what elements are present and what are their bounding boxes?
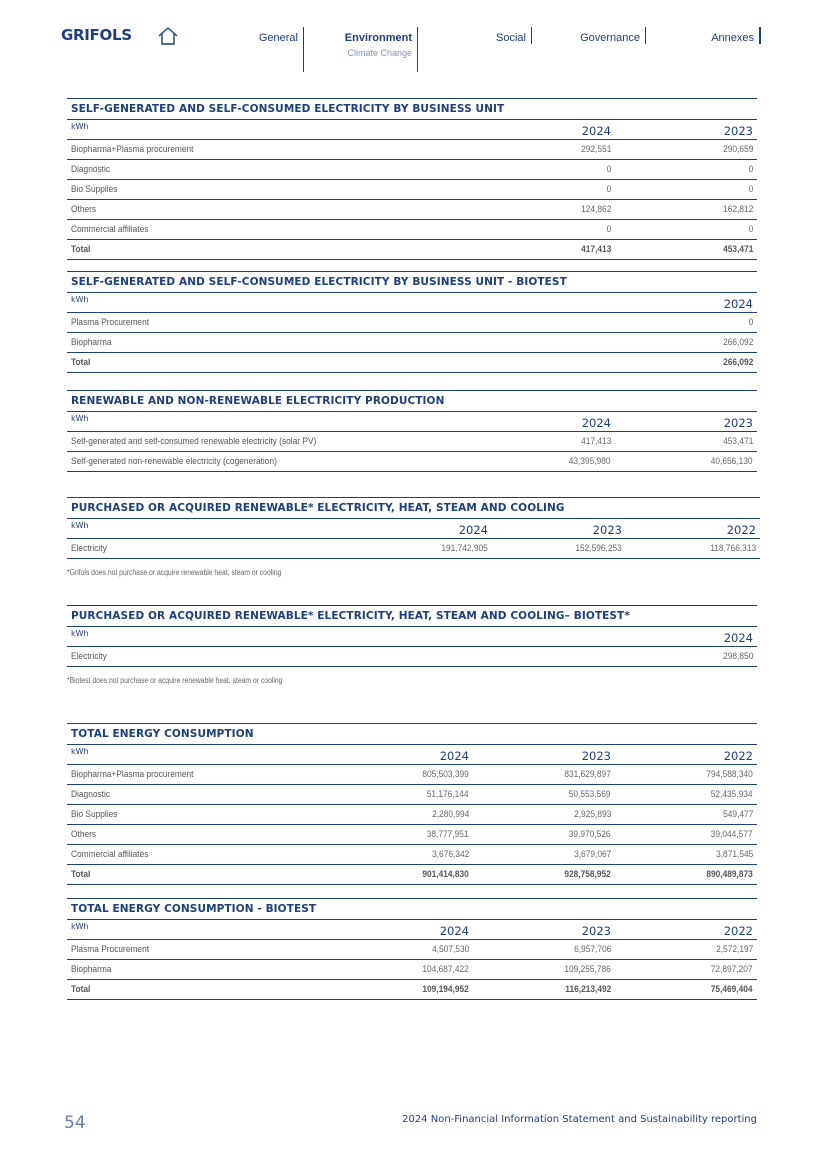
table-total-energy-consumption-biotest [67,898,757,1000]
footer-title: 2024 Non-Financial Information Statement and Sustainability reporting [402,1114,757,1125]
table-total-row: Total 266,092 [67,353,757,373]
page-header [0,0,825,75]
table-title: TOTAL ENERGY CONSUMPTION [67,723,757,745]
table-row: Others 124,862 162,812 [67,200,757,220]
unit-label: kWh [71,414,89,423]
table-row: Commercial affiliates 3,676,342 3,679,067 3,871,545 [67,845,757,865]
table-row: Electricity 191,742,905 152,596,253 118,766,313 [67,539,760,559]
nav-governance[interactable]: Governance [580,32,640,44]
table-row: Bio Supplies 0 0 [67,180,757,200]
table-row: Self-generated non-renewable electricity (cogeneration) 43,395,980 40,656,130 [67,452,757,472]
unit-label: kWh [71,295,89,304]
unit-label: kWh [71,629,89,638]
table-total-row: Total 109,194,952 116,213,492 75,469,404 [67,980,757,1000]
home-icon[interactable] [157,25,179,47]
table-header-row [67,920,757,940]
nav-divider [531,27,532,44]
year-header: 2022 [726,523,756,537]
table-row: Self-generated and self-consumed renewable electricity (solar PV) 417,413 453,471 [67,432,757,452]
footnote: *Grifols does not purchase or acquire renewable heat, steam or cooling [67,568,282,577]
table-header-row [67,745,757,765]
year-header: 2024 [439,749,469,763]
nav-divider [645,27,646,44]
nav-social[interactable]: Social [496,32,526,44]
table-row: Diagnostic 0 0 [67,160,757,180]
year-header: 2023 [723,416,753,430]
table-total-row: Total 417,413 453,471 [67,240,757,260]
table-purchased-renewable [67,497,760,559]
unit-label: kWh [71,521,89,530]
unit-label: kWh [71,747,89,756]
year-header: 2024 [723,297,753,311]
nav-general[interactable]: General [258,32,298,44]
nav-divider [303,27,304,72]
table-row: Biopharma+Plasma procurement 292,551 290,659 [67,140,757,160]
table-purchased-renewable-biotest [67,605,757,667]
table-title: SELF-GENERATED AND SELF-CONSUMED ELECTRICITY BY BUSINESS UNIT [67,98,757,120]
table-self-generated-electricity [67,98,757,260]
table-row: Bio Supplies 2,280,994 2,925,893 549,477 [67,805,757,825]
table-header-row [67,519,760,539]
table-title: SELF-GENERATED AND SELF-CONSUMED ELECTRICITY BY BUSINESS UNIT - BIOTEST [67,271,757,293]
table-row: Others 38,777,951 39,970,526 39,044,577 [67,825,757,845]
footnote: *Biotest does not purchase or acquire renewable heat, steam or cooling [67,676,283,685]
table-total-energy-consumption [67,723,757,885]
table-row: Plasma Procurement 0 [67,313,757,333]
grifols-logo[interactable]: GRIFOLS [61,26,132,44]
year-header: 2024 [723,631,753,645]
nav-sub-climate-change[interactable]: Climate Change [347,48,412,58]
year-header: 2022 [723,749,753,763]
nav-environment[interactable]: Environment [344,32,412,44]
table-header-row [67,120,757,140]
table-row: Commercial affiliates 0 0 [67,220,757,240]
year-header: 2024 [458,523,488,537]
table-row: Biopharma 104,687,422 109,255,786 72,897,207 [67,960,757,980]
unit-label: kWh [71,122,89,131]
nav-annexes[interactable]: Annexes [711,32,754,44]
year-header: 2023 [581,749,611,763]
unit-label: kWh [71,922,89,931]
table-total-row: Total 901,414,830 928,758,952 890,489,873 [67,865,757,885]
table-row: Biopharma+Plasma procurement 805,503,399 831,629,897 794,588,340 [67,765,757,785]
table-electricity-production [67,390,757,472]
table-title: PURCHASED OR ACQUIRED RENEWABLE* ELECTRICITY, HEAT, STEAM AND COOLING [67,497,760,519]
table-row: Electricity 298,850 [67,647,757,667]
table-title: TOTAL ENERGY CONSUMPTION - BIOTEST [67,898,757,920]
table-row: Biopharma 266,092 [67,333,757,353]
page-number: 54 [64,1113,86,1133]
table-header-row [67,412,757,432]
year-header: 2024 [581,416,611,430]
table-title: PURCHASED OR ACQUIRED RENEWABLE* ELECTRICITY, HEAT, STEAM AND COOLING– BIOTEST* [67,605,757,627]
table-row: Plasma Procurement 4,507,530 6,957,706 2,572,197 [67,940,757,960]
year-header: 2023 [723,124,753,138]
year-header: 2023 [592,523,622,537]
nav-divider [759,27,761,44]
year-header: 2022 [723,924,753,938]
table-self-generated-electricity-biotest [67,271,757,373]
year-header: 2024 [439,924,469,938]
table-title: RENEWABLE AND NON-RENEWABLE ELECTRICITY PRODUCTION [67,390,757,412]
year-header: 2024 [581,124,611,138]
year-header: 2023 [581,924,611,938]
nav-divider [417,27,418,72]
table-header-row [67,293,757,313]
table-row: Diagnostic 51,176,144 50,553,569 52,435,934 [67,785,757,805]
table-header-row [67,627,757,647]
